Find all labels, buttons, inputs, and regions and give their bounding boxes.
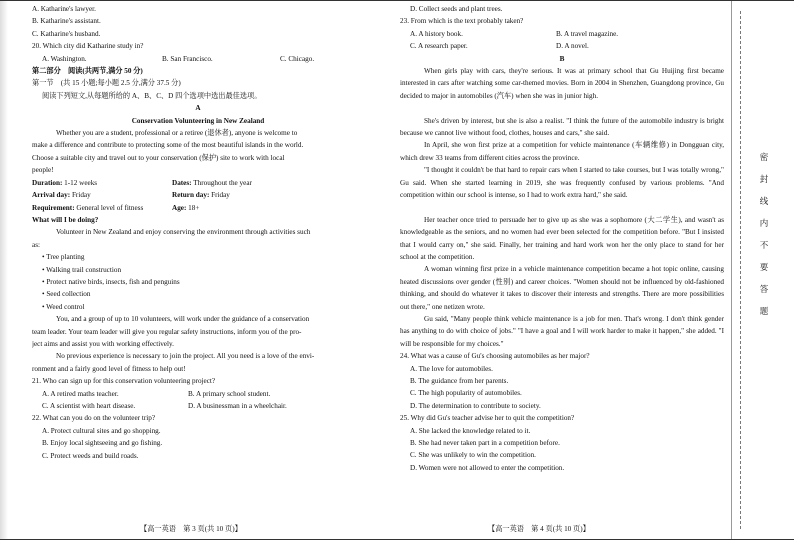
para3-line-2: ronment and a fairly good level of fitness to help out! [32, 364, 186, 373]
info-row-arrival [32, 189, 364, 201]
bullet-protect-natives: • Protect native birds, insects, fish and penguins [42, 277, 180, 286]
intro-line-4: people! [32, 166, 54, 175]
left-column [32, 3, 364, 462]
what-line-2: as: [32, 240, 40, 249]
q21-stem: 21. Who can sign up for this conservation volunteering project? [32, 377, 216, 386]
q21-option-a: A. A retired maths teacher. [42, 389, 119, 398]
q23-options-row-1 [400, 28, 724, 40]
seal-char: 要 [759, 262, 769, 272]
bullet-weed-control: • Weed control [42, 302, 85, 311]
intro-line-2: make a difference and contribute to protecting some of the most beautiful islands in the world. [32, 141, 304, 150]
q25-option-c: C. She was unlikely to win the competition. [410, 451, 536, 460]
q21-options-row-2 [32, 400, 364, 412]
paragraph-5: Her teacher once tried to persuade her to give up as she was a sophomore (大二学生), and wasn't as knowledgeable as the seniors, and no women had ever been selected for the competition before. "But I insisted that I would carry on," she said. Finally, her training and hard work won her the only place to stand for her school at the competition. [400, 215, 724, 262]
what-heading: What will I be doing? [32, 215, 99, 224]
section1-title: 第一节 (共 15 小题;每小题 2.5 分,满分 37.5 分) [32, 79, 181, 88]
info-row-requirement [32, 202, 364, 214]
q25-stem: 25. Why did Gu's teacher advise her to quit the competition? [400, 414, 575, 423]
duration-label: Duration: [32, 178, 63, 187]
arrival-label: Arrival day: [32, 191, 71, 200]
bullet-tree-planting: • Tree planting [42, 253, 85, 262]
section1-instructions: 阅读下列短文,从每题所给的 A、B、C、D 四个选项中选出最佳选项。 [42, 91, 262, 100]
paragraph-1: When girls play with cars, they're serious. It was at primary school that Gu Huijing first became interested in cars after watching some car-themed movies. Born in 2004 in Shenzhen, Guangdong province, Gu decided to major in automobiles (汽车) when she was in junior high. [400, 67, 724, 100]
q20-option-a: A. Washington. [42, 54, 87, 63]
bullet-trail-construction: • Walking trail construction [42, 265, 122, 274]
q22-stem: 22. What can you do on the volunteer trip? [32, 414, 156, 423]
q19-option-a: A. Katharine's lawyer. [32, 5, 96, 13]
q20-option-c: C. Chicago. [280, 54, 315, 63]
intro-line-1: Whether you are a student, professional or a retiree (退休者), anyone is welcome to [56, 129, 298, 138]
paragraph-7: Gu said, "Many people think vehicle maintenance is a job for men. That's wrong. I don't think gender has anything to do with choice of jobs." "I have a goal and I will work harder to make it happen," she added. "I will be responsible for my choices." [400, 315, 724, 348]
q24-option-b: B. The guidance from her parents. [410, 377, 509, 385]
q24-option-a: A. The love for automobiles. [410, 364, 493, 373]
duration-value: 1-12 weeks [62, 178, 98, 187]
info-row-duration [32, 177, 364, 189]
seal-dashed-line [740, 11, 741, 529]
q23-options-row-2 [400, 40, 724, 52]
q23-option-c: C. A research paper. [410, 42, 468, 51]
q21-options-row-1 [32, 388, 364, 400]
q24-stem: 24. What was a cause of Gu's choosing automobiles as her major? [400, 352, 590, 361]
arrival-value: Friday [70, 191, 91, 200]
q23-stem: 23. From which is the text probably taken? [400, 17, 524, 26]
seal-warning-text [756, 151, 772, 327]
seal-char: 不 [759, 240, 769, 250]
q22-option-d: D. Collect seeds and plant trees. [410, 5, 503, 13]
seal-char: 封 [759, 174, 769, 184]
q25-option-b: B. She had never taken part in a competition before. [410, 439, 560, 448]
passage-b-letter: B [559, 54, 565, 63]
page-edge-shadow [0, 1, 8, 539]
seal-line-sidebar [731, 1, 794, 539]
q25-option-d: D. Women were not allowed to enter the competition. [410, 463, 565, 472]
seal-char: 密 [759, 152, 769, 162]
dates-label: Dates: [172, 178, 192, 187]
q19-option-b: B. Katharine's assistant. [32, 17, 101, 26]
q25-option-a: A. She lacked the knowledge related to it. [410, 426, 531, 435]
seal-char: 线 [759, 196, 769, 206]
part2-title: 第二部分 阅读(共两节,满分 50 分) [32, 67, 143, 76]
q22-option-a: A. Protect cultural sites and go shopping. [42, 426, 161, 435]
seal-char: 内 [759, 218, 769, 228]
paragraph-4: "I thought it couldn't be that hard to repair cars when I started to take courses, but I was totally wrong," Gu said. When she started learning in 2019, she was frequently confused by various problems. "And competition within our school is intense, so I had to work extra hard," she said. [400, 166, 724, 200]
return-label: Return day: [172, 191, 210, 200]
para2-line-3: ject aims and assist you with working effectively. [32, 339, 174, 348]
q21-option-c: C. A scientist with heart disease. [42, 402, 136, 410]
age-label: Age: [172, 203, 187, 212]
right-column [400, 3, 724, 474]
left-page-footer: 【高一英语 第 3 页(共 10 页)】 [140, 524, 242, 533]
passage-a-letter: A [195, 104, 201, 113]
q21-option-b: B. A primary school student. [188, 389, 271, 398]
q24-option-d: D. The determination to contribute to society. [410, 401, 541, 410]
q23-option-d: D. A novel. [556, 42, 589, 51]
paragraph-2: She's driven by interest, but she is also a realist. "I think the future of the automobile industry is bright because we cannot live without food, clothes, houses and cars," she said. [400, 116, 724, 138]
dates-value: Throughout the year [191, 178, 252, 187]
seal-char: 题 [759, 306, 769, 316]
paragraph-3: In April, she won first prize at a competition for vehicle maintenance (车辆维修) in Dongguan city, which drew 33 teams from different cities across the province. [400, 141, 724, 162]
q22-option-c: C. Protect weeds and build roads. [42, 451, 139, 460]
q20-option-b: B. San Francisco. [162, 54, 213, 63]
q22-option-b: B. Enjoy local sightseeing and go fishing. [42, 439, 163, 448]
return-value: Friday [209, 191, 230, 200]
requirement-value: General level of fitness [74, 203, 144, 212]
intro-line-3: Choose a suitable city and travel out to your conservation (保护) site to work with local [32, 153, 285, 162]
para2-line-2: team leader. Your team leader will give you regular safety instructions, inform you of the pro- [32, 327, 302, 336]
what-line-1: Volunteer in New Zealand and enjoy conserving the environment through activities such [56, 228, 311, 237]
requirement-label: Requirement: [32, 203, 75, 212]
passage-a-title: Conservation Volunteering in New Zealand [131, 116, 265, 125]
q23-option-b: B. A travel magazine. [556, 29, 619, 38]
q20-options [32, 53, 364, 65]
age-value: 18+ [186, 203, 200, 212]
q19-option-c: C. Katharine's husband. [32, 29, 101, 38]
right-page-footer: 【高一英语 第 4 页(共 10 页)】 [488, 524, 590, 533]
q24-option-c: C. The high popularity of automobiles. [410, 389, 522, 398]
seal-char: 答 [759, 284, 769, 294]
q23-option-a: A. A history book. [410, 29, 463, 38]
bullet-seed-collection: • Seed collection [42, 290, 91, 299]
q20-stem: 20. Which city did Katharine study in? [32, 42, 144, 51]
para2-line-1: You, and a group of up to 10 volunteers, will work under the guidance of a conservation [56, 315, 310, 324]
q21-option-d: D. A businessman in a wheelchair. [188, 402, 287, 410]
para3-line-1: No previous experience is necessary to join the project. All you need is a love of the envi- [56, 352, 315, 361]
paragraph-6: A woman winning first prize in a vehicle maintenance competition became a hot topic online, causing heated discussions over gender (性别) and career choices. "Women should not be influenced by old-fashioned thinking, and should do whatever it takes to discover their interests and strengths. There are more possibilities out there," one netizen wrote. [400, 265, 724, 311]
